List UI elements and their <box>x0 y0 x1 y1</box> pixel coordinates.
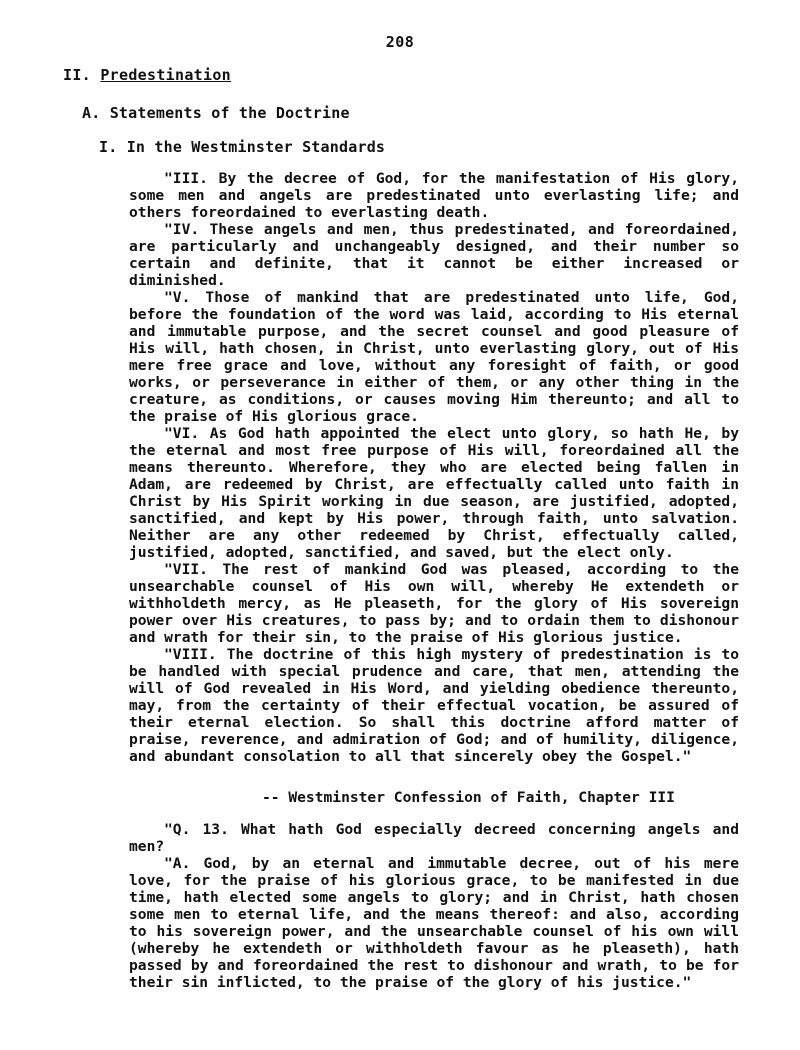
page-number: 208 <box>385 33 415 51</box>
citation: -- Westminster Confession of Faith, Chapter III <box>262 789 675 806</box>
subsubsection-heading: I. In the Westminster Standards <box>99 138 386 156</box>
confession-paragraph: "V. Those of mankind that are predestinated unto life, God, before the foundation of the word was laid, according to His eternal and immutable purpose, and the secret counsel and good pleasure of His will, hath chosen, in Christ, unto everlasting glory, out of His mere free grace and love, without any foresight of faith, or good works, or perseverance in either of them, or any other thing in the creature, as conditions, or causes moving Him thereunto; and all to the praise of His glorious grace. <box>129 289 739 425</box>
catechism-question: "Q. 13. What hath God especially decreed concerning angels and men? <box>129 821 739 855</box>
confession-paragraph: "VI. As God hath appointed the elect unto glory, so hath He, by the eternal and most free purpose of His will, foreordained all the means thereunto. Wherefore, they who are elected being fallen in Adam, are redeemed by Christ, are effectually called unto faith in Christ by His Spirit working in due season, are justified, adopted, sanctified, and kept by His power, through faith, unto salvation. Neither are any other redeemed by Christ, effectually called, justified, adopted, sanctified, and saved, but the elect only. <box>129 425 739 561</box>
confession-paragraph: "III. By the decree of God, for the manifestation of His glory, some men and angels are predestinated unto everlasting life; and others foreordained to everlasting death. <box>129 170 739 221</box>
confession-paragraph: "IV. These angels and men, thus predestinated, and foreordained, are particularly and unchangeably designed, and their number so certain and definite, that it cannot be either increased or diminished. <box>129 221 739 289</box>
confession-quote <box>129 170 739 765</box>
confession-paragraph: "VIII. The doctrine of this high mystery of predestination is to be handled with special prudence and care, that men, attending the will of God revealed in His Word, and yielding obedience thereunto, may, from the certainty of their effectual vocation, be assured of their eternal election. So shall this doctrine afford matter of praise, reverence, and admiration of God; and of humility, diligence, and abundant consolation to all that sincerely obey the Gospel." <box>129 646 739 765</box>
catechism-quote <box>129 821 739 991</box>
subsection-heading: A. Statements of the Doctrine <box>82 104 350 122</box>
section-heading <box>63 66 231 84</box>
section-roman: II. <box>63 66 91 84</box>
section-title: Predestination <box>100 66 231 84</box>
catechism-answer: "A. God, by an eternal and immutable decree, out of his mere love, for the praise of his glorious grace, to be manifested in due time, hath elected some angels to glory; and in Christ, hath chosen some men to eternal life, and the means thereof: and also, according to his sovereign power, and the unsearchable counsel of his own will (whereby he extendeth or withholdeth favour as he pleaseth), hath passed by and foreordained the rest to dishonour and wrath, to be for their sin inflicted, to the praise of the glory of his justice." <box>129 855 739 991</box>
confession-paragraph: "VII. The rest of mankind God was pleased, according to the unsearchable counsel of His own will, whereby He extendeth or withholdeth mercy, as He pleaseth, for the glory of His sovereign power over His creatures, to pass by; and to ordain them to dishonour and wrath for their sin, to the praise of His glorious justice. <box>129 561 739 646</box>
